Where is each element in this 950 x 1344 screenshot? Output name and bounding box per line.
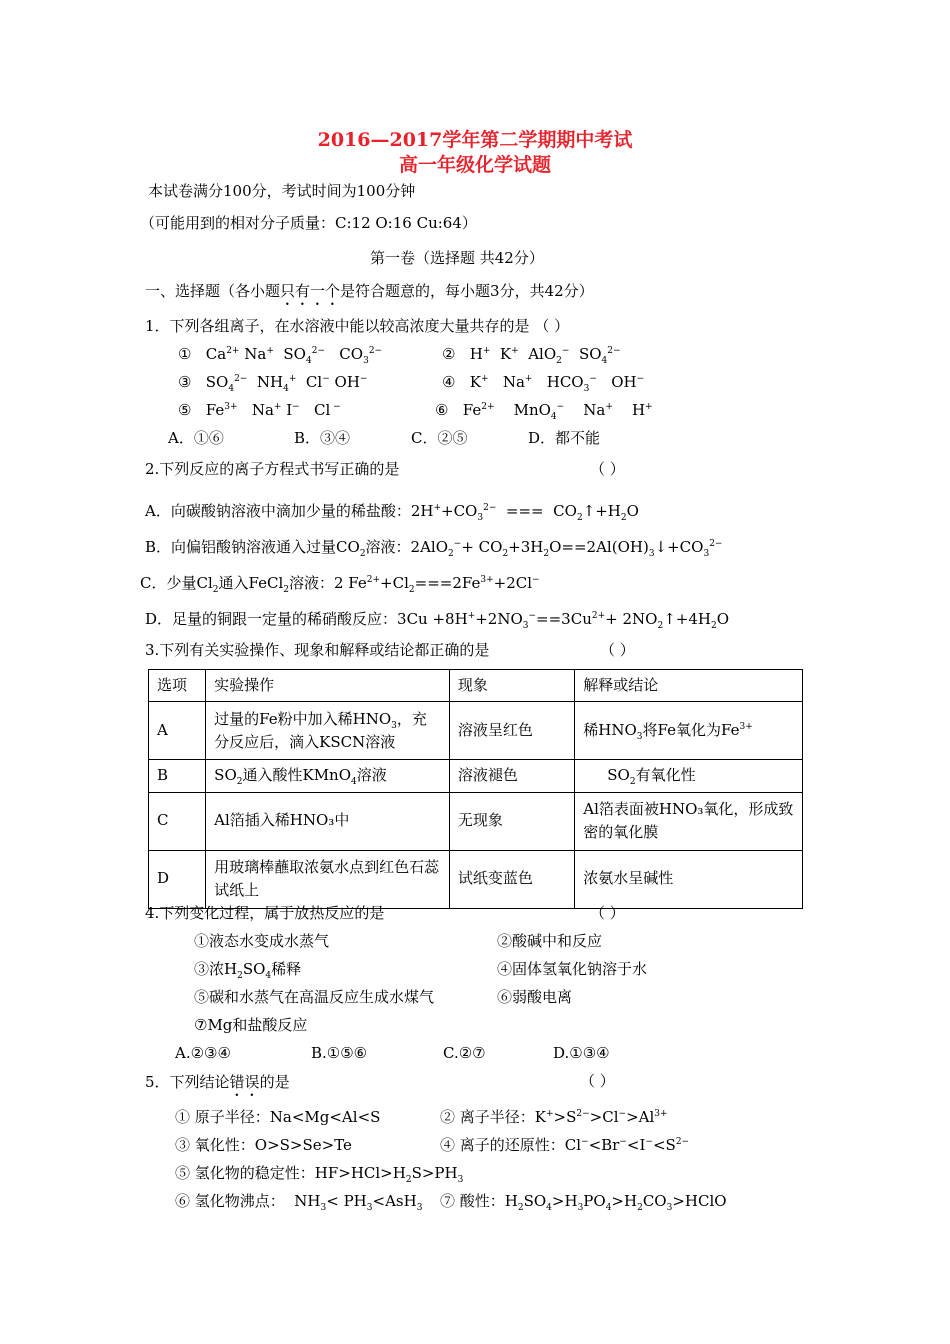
q5-stem: 5．下列结论错误的是 [145,1073,290,1091]
q4-item-4: ④固体氢氧化钠溶于水 [497,960,648,978]
table-header-cell: 实验操作 [206,670,450,702]
q1-choice-a: A．①⑥ [168,429,224,447]
table-cell-operation: 过量的Fe粉中加入稀$HNO_3$，充分反应后，滴入KSCN溶液 [206,702,450,760]
q1-choice-c: C．②⑤ [411,429,468,447]
exam-title-line1: 2016—2017学年第二学期期中考试 [317,129,633,151]
table-header-cell: 现象 [449,670,574,702]
table-cell-phenomenon: 无现象 [449,792,574,850]
q4-item-3: ③浓$H_2SO_4$稀释 [194,960,302,981]
table-cell-operation: 用玻璃棒蘸取浓氨水点到红色石蕊试纸上 [206,850,450,908]
q1-option-2: ② H+ K+ AlO$_2$− $SO_4^{2-}$ [442,345,621,366]
table-cell-phenomenon: 试纸变蓝色 [449,850,574,908]
q5-item-7: ⑦ 酸性：$H_2SO_4>H_3PO_4>H_2CO_3>HClO$ [440,1192,727,1213]
q4-answer-paren: （ ） [590,904,625,922]
table-cell-conclusion: 浓氨水呈碱性 [575,850,803,908]
table-cell-phenomenon: 溶液呈红色 [449,702,574,760]
intro-line1: 本试卷满分100分，考试时间为100分钟 [148,182,416,200]
q2-answer-paren: （ ） [590,460,625,478]
q4-item-7: ⑦Mg和盐酸反应 [194,1016,308,1034]
table-row [149,850,803,908]
q5-answer-paren: （ ） [580,1072,615,1090]
q5-item-6: ⑥ 氢化物沸点： $NH_3< PH_3<AsH_3$ [175,1192,423,1213]
q5-item-3: ③ 氧化性：O>S>Se>Te [175,1136,352,1154]
q1-option-3: ③ $SO_4^{2-}$ $NH_4^+$ Cl− OH− [178,373,368,394]
q4-choice-d: D.①③④ [553,1044,610,1062]
q1-choice-b: B．③④ [294,429,351,447]
q2-option-c: C．少量$Cl_2$通入FeCl$_2$溶液：2 $Fe^{2+}+Cl_2===2Fe^{3+}+2Cl^-$ [140,574,540,595]
q5-item-5: ⑤ 氢化物的稳定性：$HF>HCl>H_2S>PH_3$ [175,1164,464,1185]
table-row [149,702,803,760]
table-header-cell: 解释或结论 [575,670,803,702]
q4-choice-c: C.②⑦ [443,1044,486,1062]
q1-option-1: ① $Ca^{2+}$ Na+ $SO_4^{2-}$ $CO_3^{2-}$ [178,345,383,366]
q2-option-b: B．向偏铝酸钠溶液通入过量$CO_2$溶液：$2AlO_2^-+ CO_2+3H_2O==2Al(OH)_3↓+CO_3^{2-}$ [145,538,723,559]
q5-item-2: ② 离子半径：$K^+>S^{2-}>Cl^->Al^{3+}$ [440,1108,668,1126]
table-row [149,792,803,850]
table-cell-conclusion: Al箔表面被HNO₃氧化，形成致密的氧化膜 [575,792,803,850]
table-cell-conclusion: 稀$HNO_3$将Fe氧化为$Fe^{3+}$ [575,702,803,760]
table-cell-operation: Al箔插入稀HNO₃中 [206,792,450,850]
q5-item-1: ① 原子半径：Na<Mg<Al<S [175,1108,381,1126]
q4-choice-b: B.①⑤⑥ [311,1044,368,1062]
table-cell-label: B [149,760,206,792]
table-cell-label: A [149,702,206,760]
q2-stem: 2.下列反应的离子方程式书写正确的是 [145,460,400,478]
exam-title-line2: 高一年级化学试题 [398,154,551,176]
q2-option-d: D．足量的铜跟一定量的稀硝酸反应：$3Cu +8H^++2NO_3^-==3Cu^{2+}+$ $2NO_2↑+4H_2O$ [145,610,730,631]
intro-line2: （可能用到的相对分子质量：C:12 O:16 Cu:64） [140,214,477,232]
q4-item-1: ①液态水变成水蒸气 [194,932,330,950]
table-cell-label: C [149,792,206,850]
q1-option-4: ④ K+ Na+ $HCO_3^-$ OH− [442,373,645,394]
section-instruction: 一、选择题（各小题只有一个是符合题意的，每小题3分，共42分） [145,282,594,300]
q4-item-5: ⑤碳和水蒸气在高温反应生成水煤气 [194,988,435,1006]
q4-item-2: ②酸碱中和反应 [497,932,603,950]
q2-option-a: A．向碳酸钠溶液中滴加少量的稀盐酸：$2H^++CO_3^{2-}$ === $CO_2↑+H_2O$ [145,502,639,523]
table-header-row [149,670,803,702]
q1-option-5: ⑤ $Fe^{3+}$ Na+ I− Cl − [178,401,341,419]
q4-choice-a: A.②③④ [175,1044,231,1062]
q1-choice-d: D．都不能 [528,429,601,447]
table-cell-phenomenon: 溶液褪色 [449,760,574,792]
q3-table [148,669,803,909]
q3-stem: 3.下列有关实验操作、现象和解释或结论都正确的是 [145,641,490,659]
q5-item-4: ④ 离子的还原性：$Cl^-<Br^-<I^-<S^{2-}$ [440,1136,690,1154]
table-header-cell: 选项 [149,670,206,702]
section-heading: 第一卷（选择题 共42分） [370,249,544,267]
q3-answer-paren: （ ） [600,641,635,659]
table-cell-operation: $SO_2$通入酸性KMnO$_4$溶液 [206,760,450,792]
table-cell-label: D [149,850,206,908]
table-cell-conclusion: $SO_2$有氧化性 [575,760,803,792]
q1-stem: 1．下列各组离子，在水溶液中能以较高浓度大量共存的是 （ ） [145,317,570,335]
q4-stem: 4.下列变化过程，属于放热反应的是 [145,904,385,922]
q4-item-6: ⑥弱酸电离 [497,988,573,1006]
table-row [149,760,803,792]
q1-option-6: ⑥ $Fe^{2+}$ MnO$_4$− Na+ H+ [435,401,653,422]
